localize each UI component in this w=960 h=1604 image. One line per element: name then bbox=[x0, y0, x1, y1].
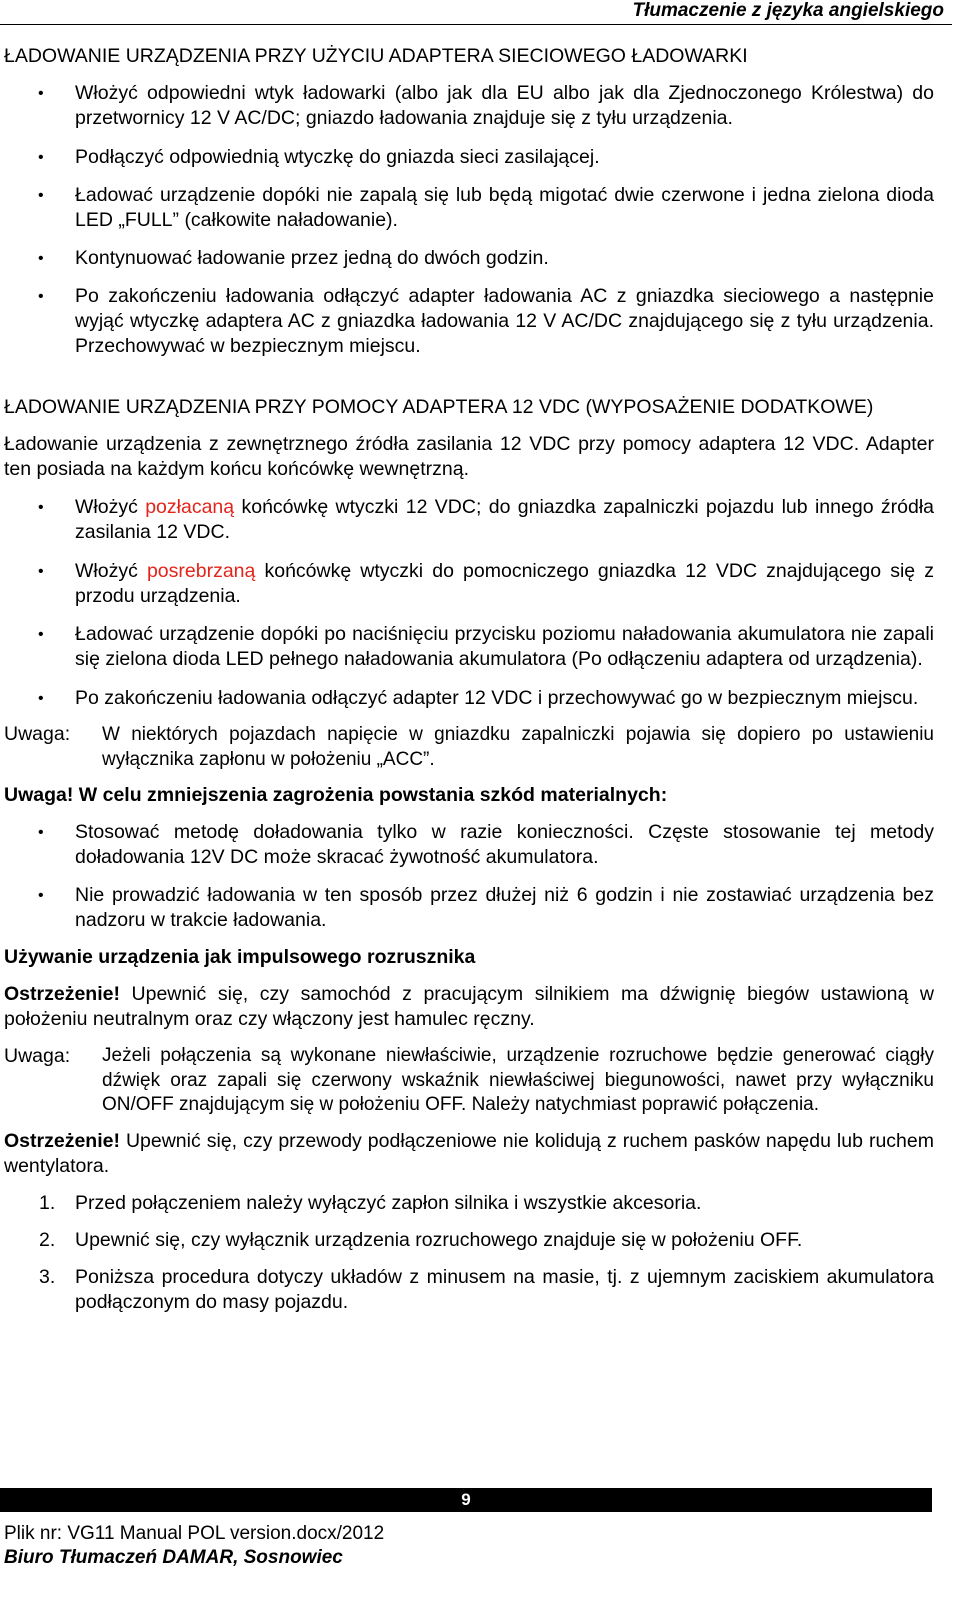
list-item: • Po zakończeniu ładowania odłączyć adapter ładowania AC z gniazdka sieciowego a następnie wyjąć wtyczkę adaptera AC z gniazdka ładowania 12 V AC/DC znajdującego się z tyłu urządzenia. Przechowywać w bezpiecznym miejscu. bbox=[4, 284, 934, 359]
note-label: Uwaga: bbox=[4, 723, 71, 745]
step-number: 3. bbox=[39, 1265, 56, 1288]
step-number: 2. bbox=[39, 1228, 56, 1251]
page-number: 9 bbox=[461, 1490, 471, 1509]
list-item: 3. Poniższa procedura dotyczy układów z minusem na masie, tj. z ujemnym zaciskiem akumulatora podłączonym do masy pojazdu. bbox=[39, 1265, 934, 1313]
warning-belts: Ostrzeżenie! Upewnić się, czy przewody podłączeniowe nie kolidują z ruchem pasków napędu lub ruchem wentylatora. bbox=[4, 1129, 934, 1177]
section-heading-12vdc-adapter: ŁADOWANIE URZĄDZENIA PRZY POMOCY ADAPTERA 12 VDC (WYPOSAŻENIE DODATKOWE) bbox=[4, 396, 874, 418]
step-number: 1. bbox=[39, 1191, 56, 1214]
footer-office-name: Biuro Tłumaczeń DAMAR, Sosnowiec bbox=[4, 1547, 343, 1568]
header-rule bbox=[0, 24, 952, 25]
warning-label: Uwaga! bbox=[4, 784, 74, 806]
section-heading-mains-adapter: ŁADOWANIE URZĄDZENIA PRZY UŻYCIU ADAPTERA SIECIOWEGO ŁADOWARKI bbox=[4, 45, 748, 67]
list-item: 2. Upewnić się, czy wyłącznik urządzenia rozruchowego znajduje się w położeniu OFF. bbox=[39, 1228, 803, 1251]
list-item: • Włożyć pozłacaną końcówkę wtyczki 12 VDC; do gniazdka zapalniczki pojazdu lub innego źródła zasilania 12 VDC. bbox=[4, 495, 934, 545]
list-item: • Podłączyć odpowiednią wtyczkę do gniazda sieci zasilającej. bbox=[4, 145, 934, 170]
footer-file-name: Plik nr: VG11 Manual POL version.docx/2012 bbox=[4, 1523, 385, 1544]
highlight-gold-plated: pozłacaną bbox=[145, 496, 235, 518]
bullet-list-mains-adapter bbox=[4, 81, 934, 359]
note-polarity bbox=[4, 1044, 934, 1118]
numbered-steps bbox=[4, 1191, 934, 1315]
list-item: • Nie prowadzić ładowania w ten sposób przez dłużej niż 6 godzin i nie zostawiać urządzenia bez nadzoru w trakcie ładowania. bbox=[4, 883, 934, 933]
bullet-list-warning bbox=[4, 820, 934, 933]
note-ignition bbox=[4, 722, 934, 772]
list-item: • Ładować urządzenie dopóki po naciśnięciu przycisku poziomu naładowania akumulatora nie zapali się zielona dioda LED pełnego naładowania akumulatora (Po odłączeniu adaptera od urządzenia). bbox=[4, 622, 934, 672]
warning-damage: Uwaga! W celu zmniejszenia zagrożenia powstania szkód materialnych: bbox=[4, 784, 668, 806]
note-text: Jeżeli połączenia są wykonane niewłaściwie, urządzenie rozruchowe będzie generować ciągły dźwięk oraz zapali się czerwony wskaźnik niewłaściwej biegunowości, nawet przy wyłączniku ON/OFF znajdującym się w położeniu OFF. Należy natychmiast poprawić połączenia. bbox=[102, 1045, 934, 1115]
note-text: W niektórych pojazdach napięcie w gniazdku zapalniczki pojawia się dopiero po ustawieniu wyłącznika zapłonu w położeniu „ACC”. bbox=[102, 724, 934, 770]
warning-label: Ostrzeżenie! bbox=[4, 1129, 120, 1152]
highlight-silver-plated: posrebrzaną bbox=[146, 560, 256, 582]
bullet-list-12vdc-adapter bbox=[4, 495, 934, 711]
warning-neutral-gear: Ostrzeżenie! Upewnić się, czy samochód z pracującym silnikiem ma dźwignię biegów ustawioną w położeniu neutralnym oraz czy włączony jest hamulec ręczny. bbox=[4, 983, 934, 1030]
section-intro: Ładowanie urządzenia z zewnętrznego źródła zasilania 12 VDC przy pomocy adaptera 12 VDC. Adapter ten posiada na każdym końcu końcówkę wewnętrzną. bbox=[4, 433, 934, 480]
list-item: • Kontynuować ładowanie przez jedną do dwóch godzin. bbox=[4, 246, 934, 271]
list-item: • Po zakończeniu ładowania odłączyć adapter 12 VDC i przechowywać go w bezpiecznym miejscu. bbox=[4, 686, 934, 711]
list-item: • Włożyć posrebrzaną końcówkę wtyczki do pomocniczego gniazdka 12 VDC znajdującego się z przodu urządzenia. bbox=[4, 559, 934, 609]
header-title: Tłumaczenie z języka angielskiego bbox=[632, 0, 944, 21]
note-label: Uwaga: bbox=[4, 1045, 71, 1067]
section-heading-jump-start: Używanie urządzenia jak impulsowego rozrusznika bbox=[4, 946, 476, 968]
footer-bar bbox=[0, 1488, 932, 1512]
list-item: • Stosować metodę doładowania tylko w razie konieczności. Częste stosowanie tej metody doładowania 12V DC może skracać żywotność akumulatora. bbox=[4, 820, 934, 870]
list-item: 1. Przed połączeniem należy wyłączyć zapłon silnika i wszystkie akcesoria. bbox=[39, 1191, 702, 1214]
warning-label: Ostrzeżenie! bbox=[4, 983, 120, 1005]
list-item: • Ładować urządzenie dopóki nie zapalą się lub będą migotać dwie czerwone i jedna zielona dioda LED „FULL” (całkowite naładowanie). bbox=[4, 183, 934, 233]
document-body bbox=[4, 44, 934, 1315]
list-item: • Włożyć odpowiedni wtyk ładowarki (albo jak dla EU albo jak dla Zjednoczonego Królestwa) do przetwornicy 12 V AC/DC; gniazdo ładowania znajduje się z tyłu urządzenia. bbox=[4, 81, 934, 131]
